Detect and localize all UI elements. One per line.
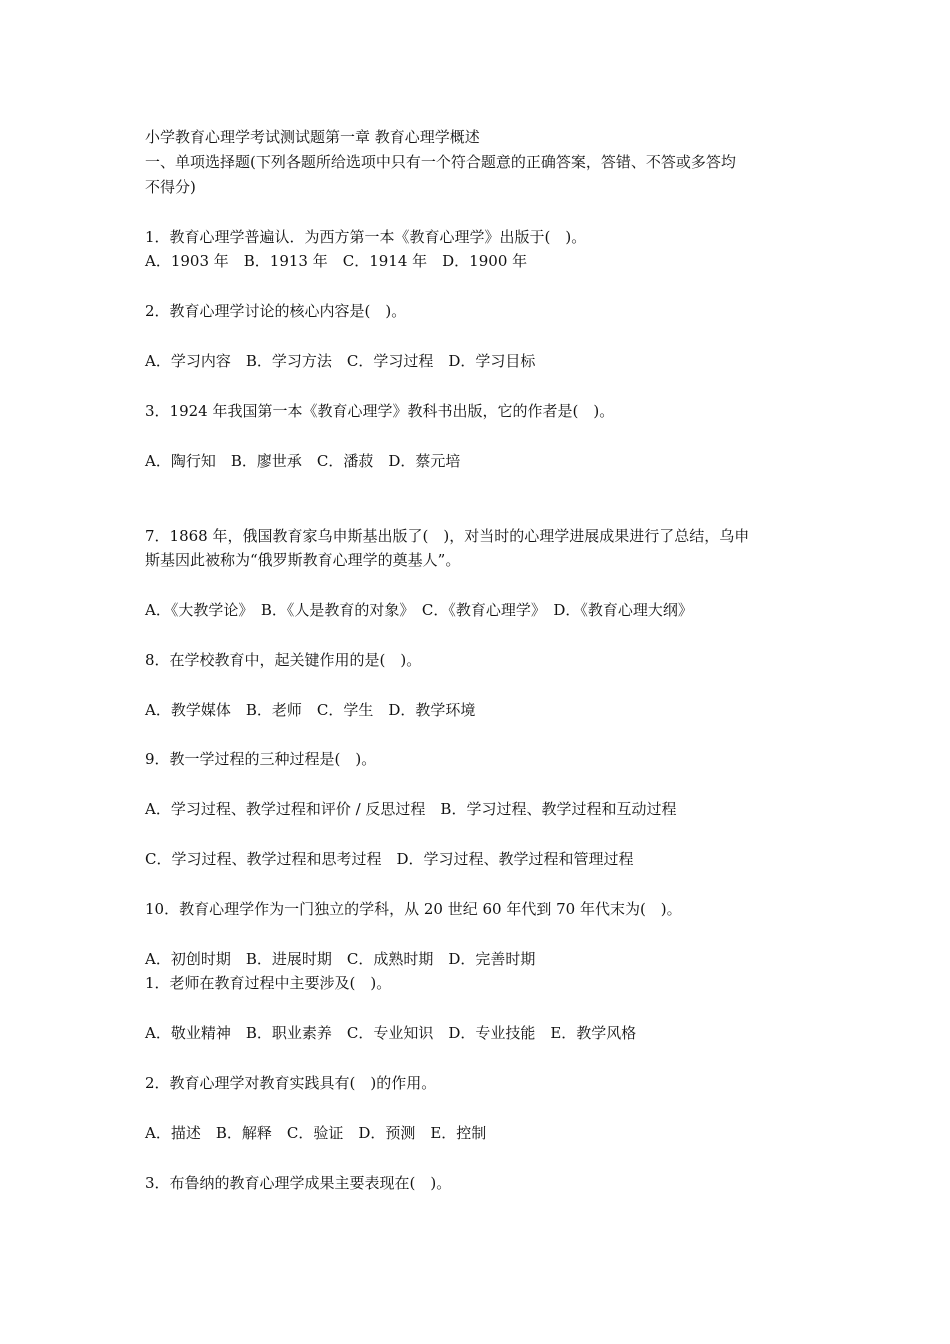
- section-heading-cont: 不得分): [145, 178, 196, 196]
- question-stem: 7．1868 年，俄国教育家乌申斯基出版了( )，对当时的心理学进展成果进行了总结，乌申: [145, 527, 750, 545]
- question-options: A．1903 年 B．1913 年 C．1914 年 D．1900 年: [145, 252, 528, 270]
- question-options: A．初创时期 B．进展时期 C．成熟时期 D．完善时期: [145, 950, 536, 968]
- question-options: A．陶行知 B．廖世承 C．潘菽 D．蔡元培: [145, 452, 461, 470]
- question-stem: 3．1924 年我国第一本《教育心理学》教科书出版，它的作者是( )。: [145, 402, 615, 420]
- question-options: A．描述 B．解释 C．验证 D．预测 E．控制: [145, 1124, 487, 1142]
- question-stem: 1．教育心理学普遍认．为西方第一本《教育心理学》出版于( )。: [145, 228, 587, 246]
- question-options: A．敬业精神 B．职业素养 C．专业知识 D．专业技能 E．教学风格: [145, 1024, 637, 1042]
- question-options: C．学习过程、教学过程和思考过程 D．学习过程、教学过程和管理过程: [145, 850, 634, 868]
- question-stem: 1．老师在教育过程中主要涉及( )。: [145, 974, 392, 992]
- section-heading: 一、单项选择题(下列各题所给选项中只有一个符合题意的正确答案，答错、不答或多答均: [145, 153, 736, 171]
- question-stem: 9．教一学过程的三种过程是( )。: [145, 750, 377, 768]
- question-stem: 3．布鲁纳的教育心理学成果主要表现在( )。: [145, 1174, 452, 1192]
- question-options: A．教学媒体 B．老师 C．学生 D．教学环境: [145, 701, 476, 719]
- question-options: A．学习内容 B．学习方法 C．学习过程 D．学习目标: [145, 352, 536, 370]
- question-options: A．学习过程、教学过程和评价 / 反思过程 B．学习过程、教学过程和互动过程: [145, 800, 677, 818]
- question-stem: 2．教育心理学讨论的核心内容是( )。: [145, 302, 407, 320]
- question-stem: 2．教育心理学对教育实践具有( )的作用。: [145, 1074, 437, 1092]
- document-title: 小学教育心理学考试测试题第一章 教育心理学概述: [145, 128, 480, 146]
- question-stem: 10．教育心理学作为一门独立的学科，从 20 世纪 60 年代到 70 年代末为( )。: [145, 900, 682, 918]
- question-options: A．《大教学论》 B．《人是教育的对象》 C．《教育心理学》 D．《教育心理大纲》: [145, 601, 693, 619]
- question-stem: 8．在学校教育中，起关键作用的是( )。: [145, 651, 422, 669]
- question-stem-cont: 斯基因此被称为“俄罗斯教育心理学的奠基人”。: [145, 551, 461, 569]
